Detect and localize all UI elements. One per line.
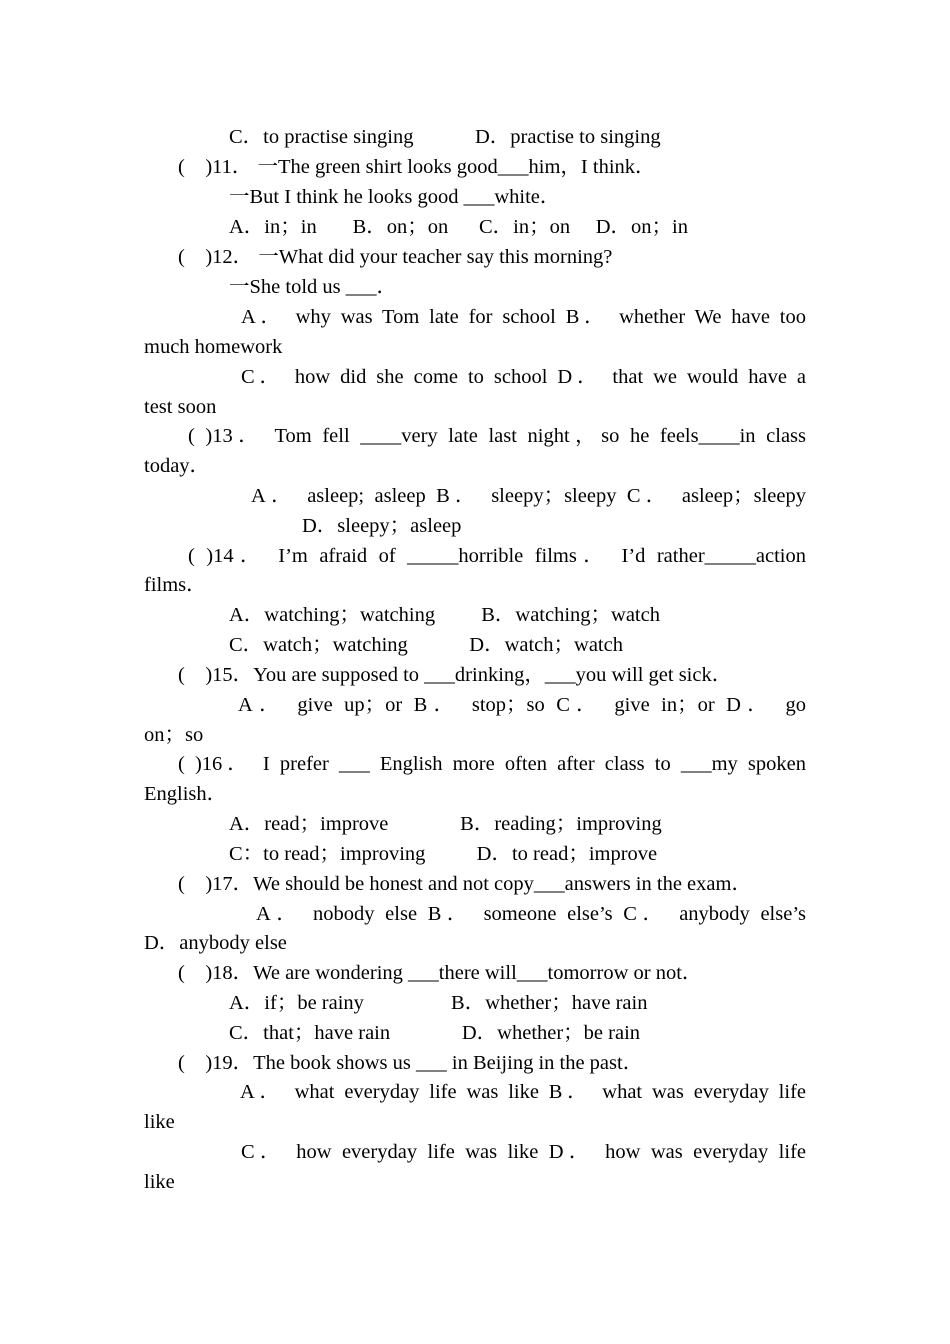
q15-options-cont: on；so — [144, 724, 204, 746]
q16-options-cd: C：to read；improving D．to read；improve — [229, 843, 658, 865]
q19-options-ab: A． what everyday life was like B． what was everyday life — [240, 1081, 806, 1103]
q12-options-ab: A． why was Tom late for school B． whether We have too — [241, 306, 806, 328]
q19-options-ab-cont: like — [144, 1111, 175, 1133]
q13-options-abc: A． asleep; asleep B． sleepy；sleepy C． asleep；sleepy — [251, 485, 806, 507]
q17-options-abc: A． nobody else B． someone else’s C． anybody else’s — [256, 903, 806, 925]
q16-stem-cont: English． — [144, 783, 228, 805]
q10-options-cd: C．to practise singing D．practise to singing — [229, 126, 661, 148]
q12-stem: ( )12． 一What did your teacher say this morning? — [178, 246, 613, 268]
q14-options-cd: C．watch；watching D．watch；watch — [229, 634, 623, 656]
q11-stem: ( )11． 一The green shirt looks good___him，I think． — [178, 156, 656, 178]
q19-options-cd-cont: like — [144, 1171, 175, 1193]
q17-option-d: D．anybody else — [144, 932, 287, 954]
q14-options-ab: A．watching；watching B．watching；watch — [229, 604, 660, 626]
q12-options-cd: C． how did she come to school D． that we would have a — [241, 366, 806, 388]
q12-dialogue: 一She told us ___． — [229, 276, 397, 298]
q11-dialogue: 一But I think he looks good ___white． — [229, 186, 561, 208]
q18-stem: ( )18．We are wondering ___there will___tomorrow or not． — [178, 962, 703, 984]
q16-stem: ( )16． I prefer ___ English more often after class to ___my spoken — [178, 753, 806, 775]
q15-stem: ( )15．You are supposed to ___drinking，___you will get sick． — [178, 664, 733, 686]
q13-stem-cont: today． — [144, 455, 211, 477]
q19-options-cd: C． how everyday life was like D． how was everyday life — [241, 1141, 806, 1163]
q11-options: A．in；in B．on；on C．in；on D．on；in — [229, 216, 688, 238]
q12-options-cd-cont: test soon — [144, 396, 217, 418]
q14-stem: ( )14． I’m afraid of _____horrible films． I’d rather_____action — [188, 545, 806, 567]
q12-options-ab-cont: much homework — [144, 336, 283, 358]
q18-options-ab: A．if；be rainy B．whether；have rain — [229, 992, 648, 1014]
q17-stem: ( )17．We should be honest and not copy___answers in the exam． — [178, 873, 752, 895]
q14-stem-cont: films． — [144, 574, 207, 596]
q13-option-d: D．sleepy；asleep — [302, 515, 462, 537]
q16-options-ab: A．read；improve B．reading；improving — [229, 813, 662, 835]
q15-options: A． give up；or B． stop；so C． give in；or D． go — [238, 694, 806, 716]
q13-stem: ( )13． Tom fell ____very late last night，so he feels____in class — [188, 425, 806, 447]
q18-options-cd: C．that；have rain D．whether；be rain — [229, 1022, 641, 1044]
q19-stem: ( )19．The book shows us ___ in Beijing in the past． — [178, 1052, 644, 1074]
